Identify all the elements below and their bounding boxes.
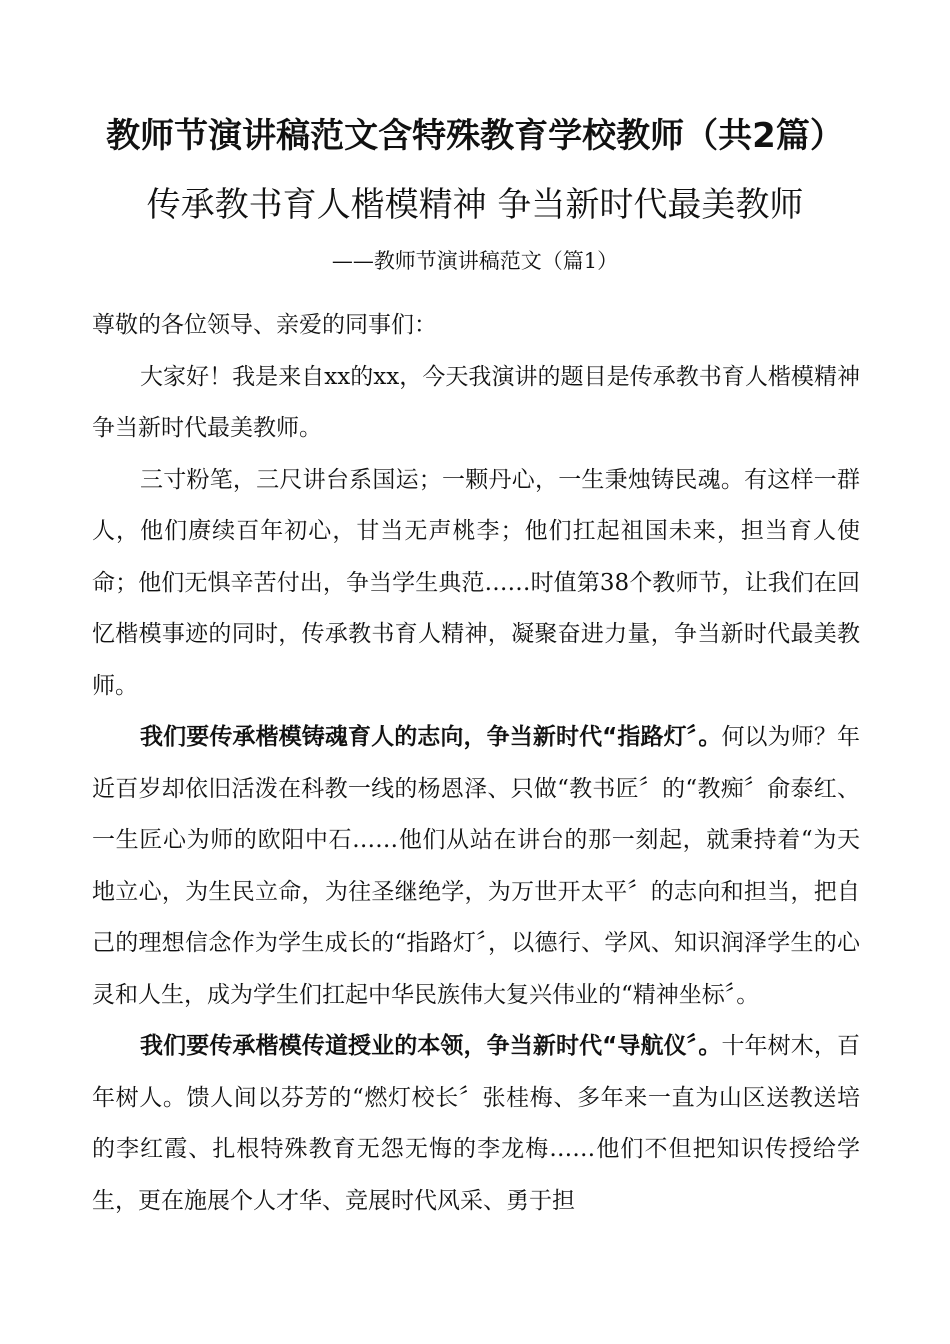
paragraph-lead: 我们要传承楷模传道授业的本领，争当新时代“导航仪〞。 — [140, 1033, 722, 1059]
document-body — [92, 300, 860, 1227]
paragraph-lead: 我们要传承楷模铸魂育人的志向，争当新时代“指路灯〞。 — [140, 724, 722, 750]
paragraph-greeting: 大家好！我是来自xx的xx，今天我演讲的题目是传承教书育人楷模精神争当新时代最美教师。 — [92, 363, 860, 441]
paragraph-guiding-light — [92, 712, 860, 1021]
paragraph-navigator — [92, 1021, 860, 1227]
document-title: 教师节演讲稿范文含特殊教育学校教师（共2篇） — [106, 116, 844, 156]
speech-subtitle: ——教师节演讲稿范文（篇1） — [331, 249, 619, 273]
paragraph-text: 何以为师？年近百岁却依旧活泼在科教一线的杨恩泽、只做“教书匠〞的“教痴〞俞泰红、一生匠心为师的欧阳中石……他们从站在讲台的那一刻起，就秉持着“为天地立心，为生民立命，为往圣继绝学，为万世开太平〞的志向和担当，把自己的理想信念作为学生成长的“指路灯〞，以德行、学风、知识润泽学生的心灵和人生，成为学生们扛起中华民族伟大复兴伟业的“精神坐标〞。 — [92, 724, 860, 1008]
salutation: 尊敬的各位领导、亲爱的同事们： — [92, 312, 437, 338]
paragraph-text: 十年树木，百年树人。馈人间以芬芳的“燃灯校长〞张桂梅、多年来一直为山区送教送培的李红霞、扎根特殊教育无怨无悔的李龙梅……他们不但把知识传授给学生，更在施展个人才华、竞展时代风采、勇于担 — [92, 1033, 860, 1214]
paragraph-introduction: 三寸粉笔，三尺讲台系国运；一颗丹心，一生秉烛铸民魂。有这样一群人，他们赓续百年初心，甘当无声桃李；他们扛起祖国未来，担当育人使命；他们无惧辛苦付出，争当学生典范……时值第38个教师节，让我们在回忆楷模事迹的同时，传承教书育人精神，凝聚奋进力量，争当新时代最美教师。 — [92, 466, 860, 699]
speech-title: 传承教书育人楷模精神 争当新时代最美教师 — [146, 185, 804, 225]
